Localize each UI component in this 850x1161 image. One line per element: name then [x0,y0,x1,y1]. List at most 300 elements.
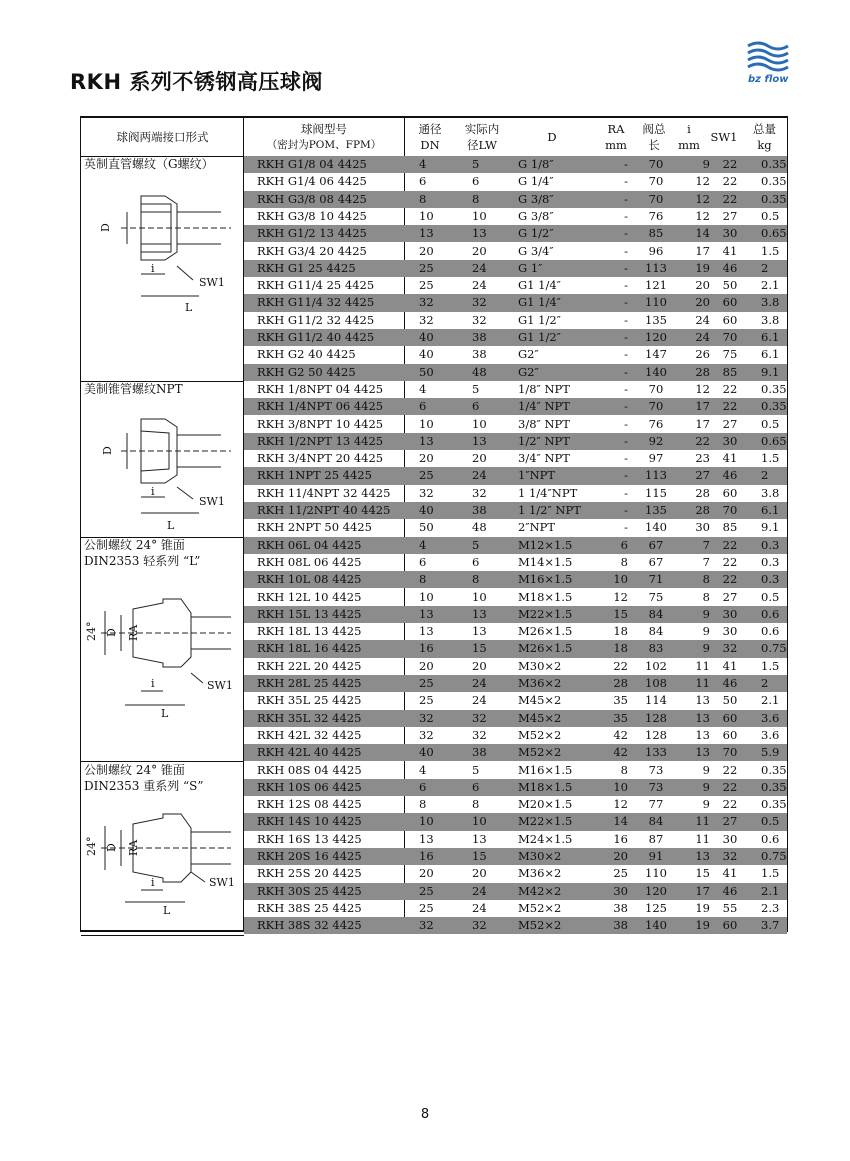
table-row [244,277,787,294]
cell-dn: 50 [419,520,434,535]
cell-lw: 13 [472,606,487,621]
table-row [244,883,787,900]
cell-len: 113 [645,260,667,275]
connection-type-label: 美制锥管螺纹NPT [84,381,183,396]
table-row [244,796,787,813]
cell-d: G 3/8″ [518,191,554,206]
cell-model: RKH 08L 06 4425 [257,554,362,569]
cell-model: RKH 2NPT 50 4425 [257,520,372,535]
cell-sw: 27 [722,814,738,829]
cell-d: 1/8″ NPT [518,381,570,396]
cell-ra: 6 [620,537,628,552]
cell-dn: 40 [419,330,434,344]
cell-model: RKH 1/8NPT 04 4425 [257,381,384,396]
cell-sw: 22 [722,174,738,189]
cell-len: 120 [645,330,667,344]
cell-kg: 5.9 [761,745,780,760]
table-row [244,692,787,709]
cell-dn: 32 [419,710,434,725]
cell-model: RKH 11/2NPT 40 4425 [257,503,391,517]
cell-d: M45×2 [518,693,562,708]
cell-len: 125 [645,900,667,915]
header-sw-label: SW1 [710,130,738,144]
cell-lw: 20 [472,451,487,466]
cell-d: M16×1.5 [518,762,573,777]
cell-d: M52×2 [518,900,562,915]
header-model-sub: （密封为POM、FPM） [266,139,382,151]
cell-dn: 20 [419,243,434,258]
cell-ra: 28 [613,676,628,690]
cell-d: M16×1.5 [518,572,573,587]
cell-sw: 85 [722,364,738,379]
cell-dn: 8 [419,572,427,587]
cell-d: G 3/8″ [518,208,554,223]
cell-sw: 30 [722,831,738,846]
cell-kg: 0.6 [761,606,780,621]
cell-model: RKH 14S 10 4425 [257,814,362,829]
cell-kg: 3.8 [761,295,780,310]
table-row [244,433,787,450]
cell-ra: - [624,260,628,275]
cell-len: 135 [645,503,667,517]
header-dn [404,118,456,156]
cell-ra: 15 [613,606,628,621]
cell-lw: 6 [472,554,480,569]
cell-len: 70 [648,174,664,189]
cell-dn: 32 [419,727,434,742]
fitting-drawing-icon [81,762,244,935]
cell-ra: - [624,312,628,327]
cell-lw: 10 [472,208,487,223]
cell-i: 15 [695,866,710,881]
connection-type-cell [81,381,244,538]
cell-d: M26×1.5 [518,641,573,656]
cell-sw: 32 [722,849,738,863]
cell-dn: 6 [419,399,427,414]
cell-dn: 20 [419,658,434,673]
cell-dn: 32 [419,485,434,500]
cell-ra: 22 [613,658,628,673]
cell-kg: 2 [761,676,769,690]
cell-len: 128 [645,727,667,742]
table-row [244,208,787,225]
table-row [244,467,787,484]
cell-dn: 13 [419,226,434,241]
cell-len: 84 [648,814,664,829]
cell-d: M14×1.5 [518,554,573,569]
fitting-dimension-label: i [151,262,155,275]
table-row [244,831,787,848]
cell-len: 97 [648,451,664,466]
cell-len: 115 [645,485,667,500]
wave-logo-icon [744,40,796,74]
cell-d: G 1/8″ [518,157,554,171]
connection-type-sublabel: DIN2353 轻系列 “L” [84,553,201,568]
cell-ra: 10 [613,779,628,794]
cell-kg: 0.35 [761,762,787,777]
fitting-dimension-label: D [105,627,118,637]
fitting-dimension-label: i [151,875,155,889]
cell-sw: 22 [722,537,738,552]
cell-model: RKH G11/2 32 4425 [257,312,375,327]
cell-i: 20 [695,295,710,310]
header-connection-label: 球阀两端接口形式 [116,130,209,144]
cell-len: 70 [648,399,664,414]
cell-model: RKH 1/2NPT 13 4425 [257,433,384,448]
cell-model: RKH 35L 32 4425 [257,710,362,725]
cell-sw: 27 [722,416,738,431]
cell-d: M52×2 [518,727,562,742]
cell-kg: 3.6 [761,710,780,725]
fitting-dimension-label: 24° [85,621,98,641]
cell-i: 13 [695,745,710,760]
fitting-dimension-label: D [105,842,118,852]
header-lw-label: 实际内 [464,122,500,136]
cell-model: RKH G3/8 10 4425 [257,208,367,223]
cell-i: 23 [695,451,710,466]
table-row [244,398,787,415]
cell-sw: 70 [722,503,738,517]
cell-model: RKH 10L 08 4425 [257,572,362,587]
table-row [244,156,787,173]
cell-model: RKH 12L 10 4425 [257,589,362,604]
cell-d: 1/4″ NPT [518,399,570,414]
cell-ra: - [624,278,628,293]
cell-model: RKH 18L 16 4425 [257,641,362,656]
table-row [244,779,787,796]
cell-kg: 3.8 [761,312,780,327]
cell-ra: 8 [620,762,628,777]
cell-sw: 50 [722,278,738,293]
connection-type-sublabel: DIN2353 重系列 “S” [84,778,204,793]
cell-i: 13 [695,727,710,742]
header-dn-label: 通径 [418,122,442,136]
cell-d: 1/2″ NPT [518,433,570,448]
table-row [244,537,787,554]
cell-i: 11 [695,814,710,829]
cell-kg: 0.3 [761,572,780,587]
cell-i: 19 [695,260,710,275]
logo-text: bz flow [748,74,789,85]
cell-len: 67 [648,554,664,569]
table-row [244,640,787,657]
cell-d: 2″NPT [518,520,556,535]
cell-dn: 6 [419,174,427,189]
cell-model: RKH 18L 13 4425 [257,624,362,639]
cell-lw: 13 [472,226,487,241]
cell-len: 91 [648,849,664,863]
header-ra-sub: mm [605,138,627,152]
cell-d: M26×1.5 [518,624,573,639]
table-row [244,744,787,761]
cell-i: 14 [695,226,710,241]
cell-d: 1 1/2″ NPT [518,503,581,517]
cell-ra: 18 [613,624,628,639]
connection-type-label: 公制螺纹 24° 锥面 [84,537,185,552]
cell-lw: 6 [472,779,480,794]
cell-dn: 16 [419,641,434,656]
cell-i: 8 [702,572,710,587]
cell-sw: 22 [722,762,738,777]
cell-sw: 85 [722,520,738,535]
cell-lw: 32 [472,727,487,742]
table-row [244,762,787,779]
cell-kg: 0.35 [761,797,787,812]
cell-kg: 0.5 [761,208,780,223]
table-row [244,243,787,260]
cell-dn: 4 [419,762,427,777]
cell-ra: 25 [613,866,628,881]
cell-dn: 4 [419,381,427,396]
cell-d: M42×2 [518,883,562,898]
cell-i: 17 [695,883,710,898]
cell-model: RKH G1/2 13 4425 [257,226,367,241]
cell-model: RKH 38S 25 4425 [257,900,362,915]
cell-i: 27 [695,468,710,483]
cell-ra: 20 [613,849,628,863]
table-row [244,450,787,467]
cell-kg: 0.6 [761,831,780,846]
cell-ra: 38 [613,900,628,915]
cell-d: M36×2 [518,866,562,881]
cell-ra: 18 [613,641,628,656]
cell-sw: 55 [722,900,738,915]
cell-model: RKH 1NPT 25 4425 [257,468,372,483]
cell-i: 28 [695,485,710,500]
table-row [244,571,787,588]
fitting-dimension-label: L [161,706,169,720]
cell-d: G1 1/2″ [518,330,561,344]
cell-lw: 8 [472,572,480,587]
cell-len: 87 [648,831,664,846]
cell-ra: - [624,451,628,466]
cell-len: 113 [645,468,667,483]
cell-lw: 13 [472,433,487,448]
header-d [508,118,596,156]
cell-sw: 46 [722,468,738,483]
cell-dn: 25 [419,468,434,483]
fitting-drawing-icon [81,156,244,380]
cell-model: RKH G11/2 40 4425 [257,330,375,344]
cell-kg: 1.5 [761,866,780,881]
cell-d: G1 1/2″ [518,312,561,327]
connection-type-cell [81,537,244,763]
cell-dn: 25 [419,900,434,915]
header-length [636,118,672,156]
cell-sw: 41 [722,243,738,258]
cell-lw: 24 [472,278,487,293]
cell-len: 140 [645,520,667,535]
cell-i: 11 [695,658,710,673]
cell-dn: 10 [419,589,434,604]
cell-ra: - [624,364,628,379]
table-header [81,118,787,157]
cell-ra: - [624,174,628,189]
cell-lw: 10 [472,814,487,829]
cell-kg: 3.6 [761,727,780,742]
cell-i: 22 [695,433,710,448]
cell-sw: 22 [722,399,738,414]
table-row [244,900,787,917]
table-row [244,710,787,727]
cell-dn: 4 [419,537,427,552]
cell-sw: 60 [722,485,738,500]
cell-lw: 38 [472,347,487,362]
cell-len: 92 [648,433,664,448]
cell-model: RKH 10S 06 4425 [257,779,362,794]
cell-len: 110 [645,866,667,881]
header-i-label: i [687,122,691,136]
cell-i: 9 [702,157,710,171]
cell-len: 140 [645,364,667,379]
cell-i: 13 [695,693,710,708]
table-row [244,364,787,381]
cell-len: 85 [648,226,664,241]
header-length-label: 阀总 [642,122,666,136]
cell-model: RKH G1/8 04 4425 [257,157,367,171]
fitting-dimension-label: 24° [85,836,98,856]
brand-logo [744,40,796,90]
cell-len: 70 [648,381,664,396]
cell-sw: 41 [722,658,738,673]
table-row [244,623,787,640]
cell-len: 75 [648,589,664,604]
cell-lw: 10 [472,589,487,604]
header-lw-sub: 径LW [467,138,497,152]
cell-ra: 8 [620,554,628,569]
cell-dn: 25 [419,260,434,275]
cell-i: 7 [702,554,710,569]
spec-table [80,116,788,932]
cell-lw: 38 [472,745,487,760]
connection-type-label: 公制螺纹 24° 锥面 [84,762,185,777]
cell-lw: 32 [472,485,487,500]
cell-len: 135 [645,312,667,327]
cell-model: RKH 3/4NPT 20 4425 [257,451,384,466]
cell-sw: 30 [722,606,738,621]
cell-sw: 22 [722,797,738,812]
cell-ra: 14 [613,814,628,829]
cell-dn: 6 [419,554,427,569]
cell-i: 13 [695,849,710,863]
table-row [244,329,787,346]
cell-dn: 13 [419,433,434,448]
cell-kg: 0.3 [761,554,780,569]
cell-ra: 42 [613,745,628,760]
cell-ra: - [624,416,628,431]
header-sw [706,118,742,156]
cell-kg: 0.5 [761,814,780,829]
cell-sw: 60 [722,710,738,725]
cell-dn: 10 [419,814,434,829]
cell-d: G 1/2″ [518,226,554,241]
cell-lw: 5 [472,157,480,171]
cell-sw: 27 [722,208,738,223]
cell-lw: 20 [472,243,487,258]
cell-dn: 40 [419,503,434,517]
cell-i: 9 [702,797,710,812]
cell-dn: 13 [419,831,434,846]
cell-d: G2″ [518,364,539,379]
cell-ra: 38 [613,918,628,933]
cell-dn: 40 [419,745,434,760]
cell-d: M20×1.5 [518,797,573,812]
table-row [244,260,787,277]
cell-sw: 50 [722,693,738,708]
table-row [244,606,787,623]
cell-len: 114 [645,693,667,708]
cell-sw: 22 [722,779,738,794]
cell-kg: 0.6 [761,624,780,639]
cell-sw: 60 [722,727,738,742]
cell-dn: 25 [419,676,434,690]
header-ra [596,118,636,156]
cell-len: 120 [645,883,667,898]
cell-len: 128 [645,710,667,725]
cell-lw: 13 [472,831,487,846]
cell-dn: 50 [419,364,434,379]
cell-model: RKH 08S 04 4425 [257,762,362,777]
cell-ra: 42 [613,727,628,742]
cell-lw: 5 [472,381,480,396]
cell-d: M22×1.5 [518,606,573,621]
cell-lw: 15 [472,641,487,656]
cell-kg: 3.8 [761,485,780,500]
fitting-dimension-label: D [99,223,112,232]
cell-len: 121 [645,278,667,293]
cell-d: G 1″ [518,260,543,275]
cell-ra: - [624,157,628,171]
cell-lw: 24 [472,883,487,898]
cell-sw: 22 [722,381,738,396]
cell-model: RKH 22L 20 4425 [257,658,362,673]
cell-kg: 0.35 [761,174,787,189]
cell-ra: - [624,520,628,535]
cell-lw: 24 [472,676,487,690]
cell-ra: 12 [613,589,628,604]
cell-lw: 6 [472,399,480,414]
cell-ra: 35 [613,710,628,725]
header-ra-label: RA [607,122,625,136]
cell-i: 17 [695,399,710,414]
page-title: RKH 系列不锈钢高压球阀 [70,70,323,94]
cell-d: M52×2 [518,745,562,760]
cell-ra: 10 [613,572,628,587]
connection-type-cell [81,156,244,382]
table-row [244,225,787,242]
cell-lw: 5 [472,537,480,552]
cell-dn: 20 [419,866,434,881]
cell-model: RKH 20S 16 4425 [257,849,362,863]
cell-len: 70 [648,191,664,206]
cell-lw: 32 [472,295,487,310]
cell-len: 73 [648,762,664,777]
cell-kg: 0.35 [761,157,787,171]
cell-len: 67 [648,537,664,552]
fitting-dimension-label: D [101,446,114,455]
cell-model: RKH 28L 25 4425 [257,676,362,690]
cell-kg: 2.1 [761,278,780,293]
fitting-dimension-label: SW1 [207,678,233,692]
cell-dn: 25 [419,693,434,708]
cell-model: RKH 3/8NPT 10 4425 [257,416,384,431]
cell-d: M30×2 [518,658,562,673]
cell-len: 108 [645,676,667,690]
cell-ra: 12 [613,797,628,812]
cell-dn: 40 [419,347,434,362]
cell-lw: 38 [472,330,487,344]
fitting-dimension-label: SW1 [209,875,235,889]
